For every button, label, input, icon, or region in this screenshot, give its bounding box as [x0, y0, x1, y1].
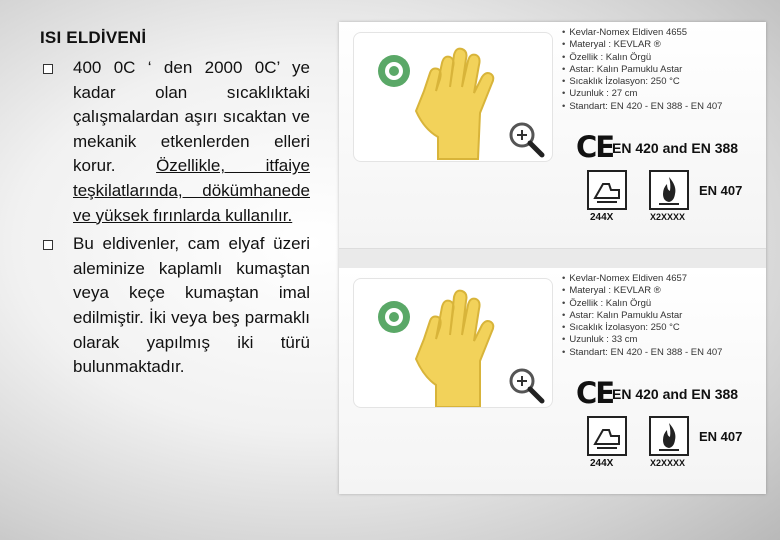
bullet-item-2: [40, 232, 310, 380]
spec-row: • Astar: Kalın Pamuklu Astar: [562, 310, 762, 322]
bullet-1-text: 400 0C ‘ den 2000 0C’ ye kadar olan sıcaklıktaki çalışmalardan aşırı sıcaktan ve mekanik etkenlerden elleri korur.: [73, 58, 310, 176]
bullet-1-underlined-text: Özellikle, itfaiye teşkilatlarında, dökümhanede ve yüksek fırınlarda kullanılır.: [73, 156, 310, 225]
spec-row: • Standart: EN 420 - EN 388 - EN 407: [562, 347, 762, 359]
cert-text: EN 420 and EN 388: [612, 140, 739, 156]
en407-label: EN 407: [699, 429, 743, 444]
spec-row: • Sıcaklık İzolasyon: 250 °C: [562, 322, 762, 334]
spec-row: • Uzunluk : 33 cm: [562, 334, 762, 346]
zoom-icon[interactable]: [511, 370, 542, 401]
spec-row: • Özellik : Kalın Örgü: [562, 298, 762, 310]
picto-code-heat: X2XXXX: [650, 458, 686, 468]
checkbox-bullet-icon: [43, 64, 53, 74]
product-card-1: [339, 22, 766, 248]
heat-flame-icon: [649, 170, 689, 210]
spec-list: [562, 273, 762, 359]
spec-list: [562, 27, 762, 113]
glove-icon: [416, 291, 493, 407]
picto-code-heat: X2XXXX: [650, 212, 686, 222]
bullet-2-text: Bu eldivenler, cam elyaf üzeri aleminize kaplamlı kumaştan veya keçe kumaştan imal edilmiştir. İki veya beş parmaklı olarak yapılmış iki türü bulunmaktadır.: [73, 234, 310, 377]
badge-icon: [378, 301, 410, 333]
certification-row: [574, 128, 764, 164]
spec-row: • Sıcaklık İzolasyon: 250 °C: [562, 76, 762, 88]
ce-mark: CE: [576, 130, 614, 164]
mechanical-hazard-icon: [587, 170, 627, 210]
safety-pictograms: [587, 416, 767, 488]
mechanical-hazard-icon: [587, 416, 627, 456]
product-image-panel: [339, 22, 766, 494]
glove-photo: [353, 32, 553, 162]
spec-row: • Standart: EN 420 - EN 388 - EN 407: [562, 101, 762, 113]
spec-row: • Materyal : KEVLAR ®: [562, 39, 762, 51]
picto-code-mechanical: 244X: [590, 458, 614, 469]
product-card-2: [339, 268, 766, 494]
spec-row: • Materyal : KEVLAR ®: [562, 285, 762, 297]
spec-row: • Kevlar-Nomex Eldiven 4655: [562, 27, 762, 39]
glove-photo: [353, 278, 553, 408]
bullet-item-1: [40, 56, 310, 228]
certification-row: [574, 374, 764, 410]
slide-title: ISI ELDİVENİ: [40, 28, 147, 47]
bullet-list: [40, 56, 310, 380]
spec-row: • Kevlar-Nomex Eldiven 4657: [562, 273, 762, 285]
safety-pictograms: [587, 170, 767, 242]
spec-row: • Uzunluk : 27 cm: [562, 88, 762, 100]
spec-row: • Astar: Kalın Pamuklu Astar: [562, 64, 762, 76]
glove-icon: [416, 49, 493, 159]
zoom-icon[interactable]: [511, 124, 542, 155]
cert-text: EN 420 and EN 388: [612, 386, 739, 402]
card-divider: [339, 248, 766, 270]
picto-code-mechanical: 244X: [590, 212, 614, 223]
checkbox-bullet-icon: [43, 240, 53, 250]
badge-icon: [378, 55, 410, 87]
en407-label: EN 407: [699, 183, 743, 198]
heat-flame-icon: [649, 416, 689, 456]
ce-mark: CE: [576, 376, 614, 410]
spec-row: • Özellik : Kalın Örgü: [562, 52, 762, 64]
